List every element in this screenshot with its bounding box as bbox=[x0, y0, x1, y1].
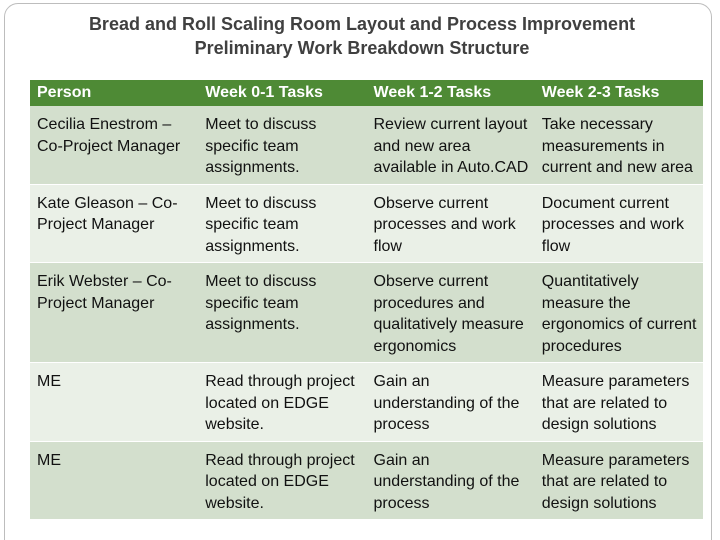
cell-week-1-2: Observe current processes and work flow bbox=[367, 184, 535, 263]
title-line-1: Bread and Roll Scaling Room Layout and Process Improvement bbox=[88, 14, 636, 34]
cell-week-1-2: Gain an understanding of the process bbox=[367, 363, 535, 442]
cell-week-0-1: Read through project located on EDGE website. bbox=[198, 441, 366, 520]
cell-person: ME bbox=[30, 441, 198, 520]
cell-week-0-1: Meet to discuss specific team assignments. bbox=[198, 263, 366, 363]
table-row bbox=[30, 184, 703, 263]
table-row bbox=[30, 106, 703, 184]
cell-person: ME bbox=[30, 363, 198, 442]
slide-title bbox=[0, 12, 720, 60]
cell-week-2-3: Document current processes and work flow bbox=[535, 184, 703, 263]
cell-week-1-2: Observe current procedures and qualitatively measure ergonomics bbox=[367, 263, 535, 363]
table-row bbox=[30, 441, 703, 520]
header-person: Person bbox=[30, 80, 198, 106]
cell-week-1-2: Review current layout and new area available in Auto.CAD bbox=[367, 106, 535, 184]
header-week-2-3: Week 2-3 Tasks bbox=[535, 80, 703, 106]
cell-person: Cecilia Enestrom – Co-Project Manager bbox=[30, 106, 198, 184]
cell-week-2-3: Measure parameters that are related to design solutions bbox=[535, 441, 703, 520]
work-breakdown-table bbox=[30, 80, 703, 520]
cell-person: Erik Webster – Co-Project Manager bbox=[30, 263, 198, 363]
header-week-0-1: Week 0-1 Tasks bbox=[198, 80, 366, 106]
table-row bbox=[30, 363, 703, 442]
header-week-1-2: Week 1-2 Tasks bbox=[367, 80, 535, 106]
title-line-2: Preliminary Work Breakdown Structure bbox=[194, 38, 530, 58]
cell-week-2-3: Take necessary measurements in current and new area bbox=[535, 106, 703, 184]
table-header-row bbox=[30, 80, 703, 106]
cell-week-0-1: Meet to discuss specific team assignments. bbox=[198, 184, 366, 263]
table-row bbox=[30, 263, 703, 363]
cell-week-0-1: Read through project located on EDGE website. bbox=[198, 363, 366, 442]
cell-week-2-3: Quantitatively measure the ergonomics of current procedures bbox=[535, 263, 703, 363]
cell-week-1-2: Gain an understanding of the process bbox=[367, 441, 535, 520]
cell-person: Kate Gleason – Co-Project Manager bbox=[30, 184, 198, 263]
cell-week-0-1: Meet to discuss specific team assignments. bbox=[198, 106, 366, 184]
cell-week-2-3: Measure parameters that are related to design solutions bbox=[535, 363, 703, 442]
